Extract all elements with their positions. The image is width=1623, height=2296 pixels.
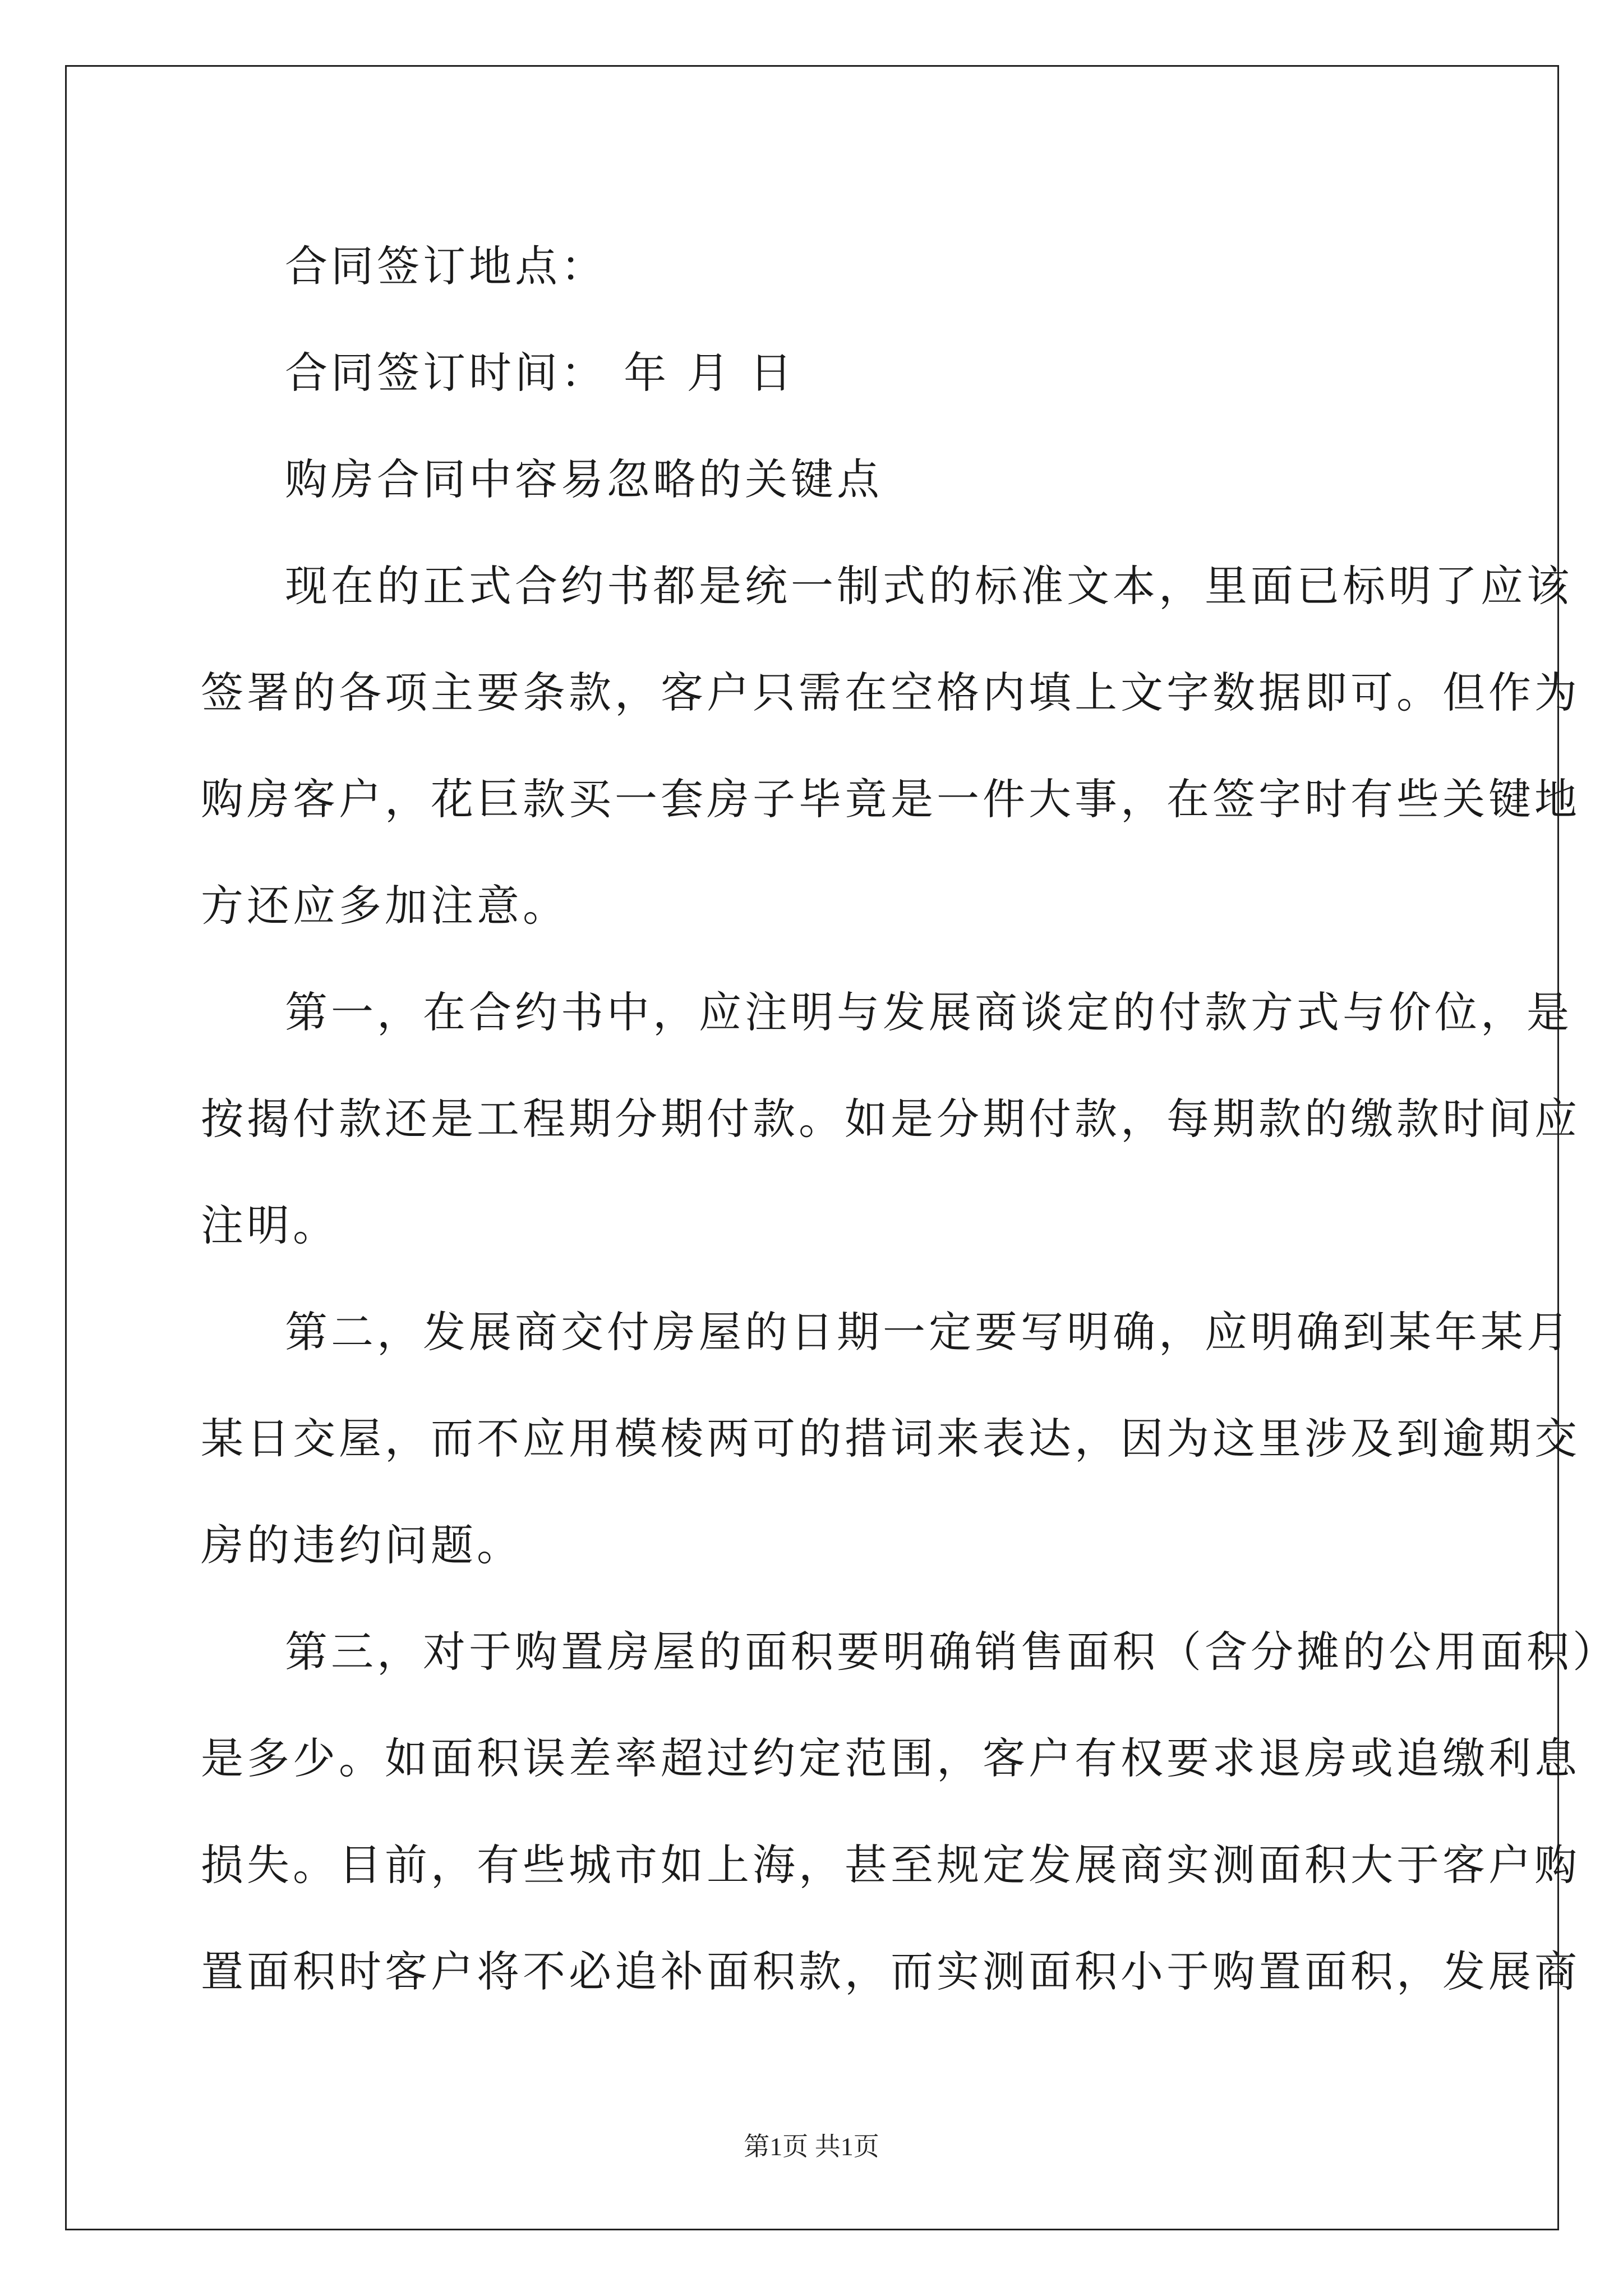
document-body [201,213,1619,2025]
signing-place-line: 合同签订地点： [285,241,607,291]
paragraph-line: 第三，对于购置房屋的面积要明确销售面积（含分摊的公用面积） [285,1627,1619,1677]
paragraph-line: 购房客户，花巨款买一套房子毕竟是一件大事，在签字时有些关键地 [201,774,1580,824]
paragraph-line: 是多少。如面积误差率超过约定范围，客户有权要求退房或追缴利息 [201,1733,1580,1783]
paragraph-line: 方还应多加注意。 [201,881,569,931]
paragraph-line: 签署的各项主要条款，客户只需在空格内填上文字数据即可。但作为 [201,668,1580,717]
paragraph-line: 房的违约问题。 [201,1520,523,1570]
paragraph-line: 第一，在合约书中，应注明与发展商谈定的付款方式与价位，是 [285,987,1573,1037]
section-heading: 购房合同中容易忽略的关键点 [285,454,883,504]
paragraph-line: 注明。 [201,1200,339,1250]
paragraph-line: 某日交屋，而不应用模棱两可的措词来表达，因为这里涉及到逾期交 [201,1414,1580,1464]
paragraph-line: 损失。目前，有些城市如上海，甚至规定发展商实测面积大于客户购 [201,1840,1580,1890]
signing-time-line: 合同签订时间： 年 月 日 [285,348,796,398]
paragraph-line: 现在的正式合约书都是统一制式的标准文本，里面已标明了应该 [285,561,1573,611]
paragraph-line: 按揭付款还是工程期分期付款。如是分期付款，每期款的缴款时间应 [201,1094,1580,1144]
paragraph-line: 第二，发展商交付房屋的日期一定要写明确，应明确到某年某月 [285,1307,1573,1357]
page-number: 第1页 共1页 [744,2132,879,2161]
paragraph-line: 置面积时客户将不必追补面积款，而实测面积小于购置面积，发展商 [201,1947,1580,1996]
